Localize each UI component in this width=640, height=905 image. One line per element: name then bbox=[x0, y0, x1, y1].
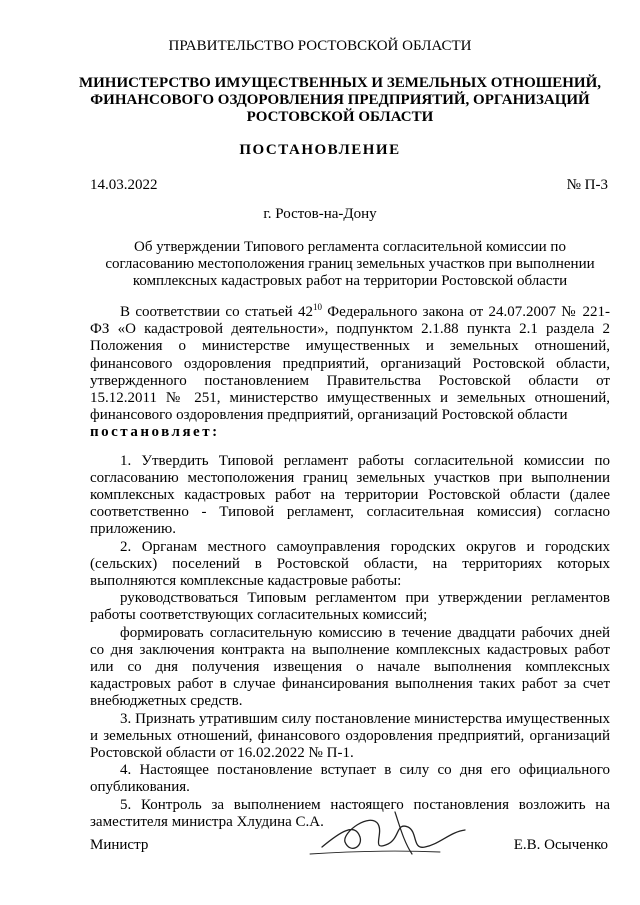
document-subject: Об утверждении Типового регламента согласительной комиссии по согласованию местоположения границ земельных участков при выполнении комплексных кадастровых работ на территории Ростовской области bbox=[105, 239, 595, 289]
item-paragraph: 2. Органам местного самоуправления городских округов и городских (сельских) поселений в Ростовской области, на территориях которых выполняются комплексные кадастровые работы: bbox=[90, 538, 610, 590]
document-title: ПОСТАНОВЛЕНИЕ bbox=[239, 142, 401, 158]
preamble-text-start: В соответствии со статьей 42 bbox=[120, 304, 313, 320]
signer-position: Министр bbox=[90, 837, 149, 853]
decree-word: постановляет: bbox=[90, 424, 220, 441]
item-paragraph: руководствоваться Типовым регламентом при утверждении регламентов работы соответствующих согласительных комиссий; bbox=[90, 590, 610, 624]
item-paragraph: 3. Признать утратившим силу постановление министерства имущественных и земельных отношений, финансового оздоровления предприятий, организаций Ростовской области от 16.02.2022 № П-1. bbox=[90, 710, 610, 762]
document-date: 14.03.2022 bbox=[90, 177, 158, 193]
preamble-paragraph bbox=[90, 299, 610, 424]
ministry-line: ФИНАНСОВОГО ОЗДОРОВЛЕНИЯ ПРЕДПРИЯТИЙ, ОРГАНИЗАЦИЙ bbox=[90, 92, 590, 108]
item-paragraph: 5. Контроль за выполнением настоящего постановления возложить на заместителя министра Хлудина С.А. bbox=[90, 796, 610, 830]
document-body bbox=[90, 299, 610, 831]
article-superscript: 10 bbox=[312, 302, 322, 312]
signer-name: Е.В. Осыченко bbox=[513, 837, 608, 853]
handwritten-signature bbox=[300, 792, 500, 872]
item-paragraph: формировать согласительную комиссию в течение двадцати рабочих дней со дня заключения контракта на выполнение комплексных кадастровых работ или со дня получения извещения о начале выполнения комплексных кадастровых работ в случае финансирования выполнения таких работ за счет внебюджетных средств. bbox=[90, 624, 610, 710]
government-name: ПРАВИТЕЛЬСТВО РОСТОВСКОЙ ОБЛАСТИ bbox=[168, 38, 472, 54]
preamble-text-rest: Федерального закона от 24.07.2007 № 221-ФЗ «О кадастровой деятельности», подпунктом 2.1.88 пункта 2.1 раздела 2 Положения о министерстве имущественных и земельных отношений, финансового оздоровления предприятий, организаций Ростовской области, утвержденного постановлением Правительства Ростовской области от 15.12.2011 № 251, министерство имущественных и земельных отношений, финансового оздоровления предприятий, организаций Ростовской области bbox=[90, 304, 611, 424]
document-city: г. Ростов-на-Дону bbox=[263, 206, 377, 222]
item-paragraph: 1. Утвердить Типовой регламент работы согласительной комиссии по согласованию местоположения границ земельных участков при выполнении комплексных кадастровых работ на территории Ростовской области (далее соответственно - Типовой регламент, согласительная комиссия) согласно приложению. bbox=[90, 452, 610, 538]
ministry-line: МИНИСТЕРСТВО ИМУЩЕСТВЕННЫХ И ЗЕМЕЛЬНЫХ ОТНОШЕНИЙ, bbox=[78, 75, 602, 91]
item-paragraph: 4. Настоящее постановление вступает в силу со дня его официального опубликования. bbox=[90, 762, 610, 796]
document-number: № П-3 bbox=[566, 177, 608, 193]
ministry-line: РОСТОВСКОЙ ОБЛАСТИ bbox=[246, 109, 434, 125]
ministry-name bbox=[60, 75, 620, 126]
